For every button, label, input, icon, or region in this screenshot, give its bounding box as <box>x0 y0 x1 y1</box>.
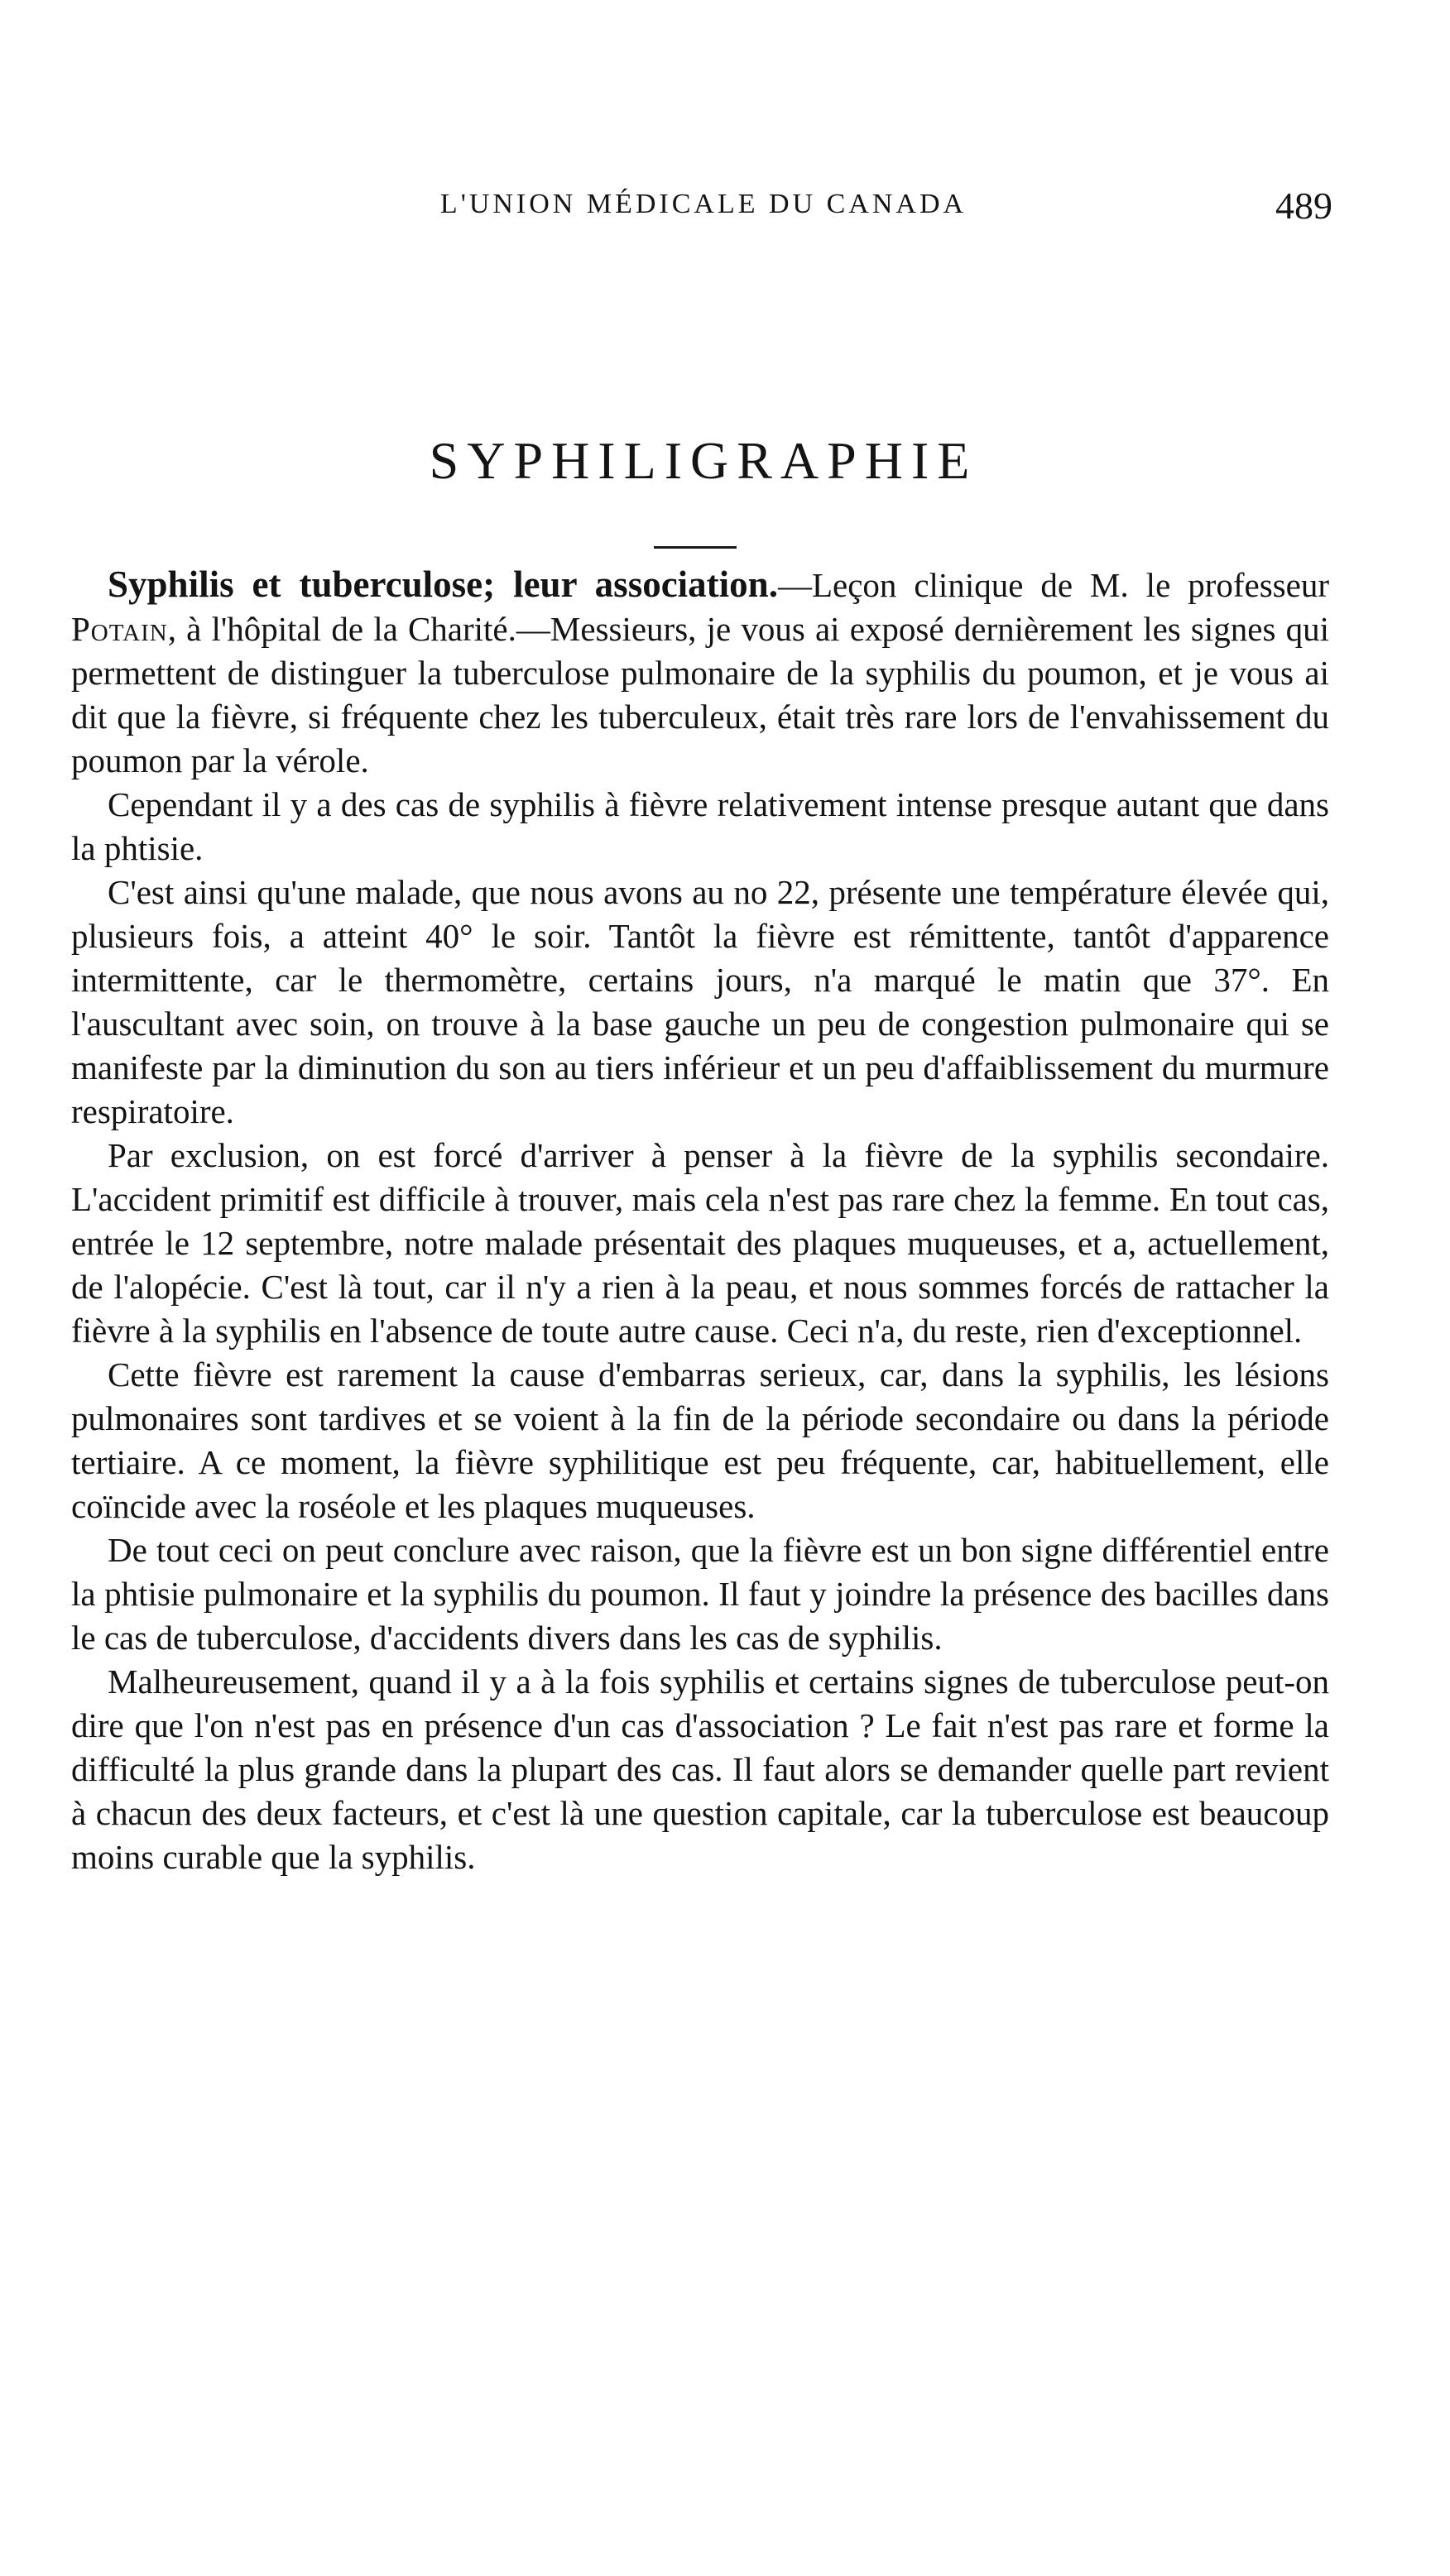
paragraph: C'est ainsi qu'une malade, que nous avons au no 22, présente une température élevée qui, plusieurs fois, a atteint 40° le soir. Tantôt la fièvre est rémittente, tantôt d'apparence intermittente, car le thermomètre, certains jours, n'a marqué le matin que 37°. En l'auscultant avec soin, on trouve à la base gauche un peu de congestion pulmonaire qui se manifeste par la diminution du son au tiers inférieur et un peu d'affaiblissement du murmure respiratoire. <box>71 873 1329 1130</box>
page-number: 489 <box>1275 185 1332 227</box>
paragraph: De tout ceci on peut conclure avec raison, que la fièvre est un bon signe différentiel entre la phtisie pulmonaire et la syphilis du poumon. Il faut y joindre la présence des bacilles dans le cas de tuberculose, d'accidents divers dans les cas de syphilis. <box>71 1531 1329 1657</box>
paragraph: Cette fièvre est rarement la cause d'embarras serieux, car, dans la syphilis, les lésions pulmonaires sont tardives et se voient à la fin de la période secondaire ou dans la période tertiaire. A ce moment, la fièvre syphilitique est peu fréquente, car, habituellement, elle coïncide avec la roséole et les plaques muqueuses. <box>71 1355 1329 1525</box>
section-title: SYPHILIGRAPHIE <box>429 431 978 490</box>
article-body <box>71 563 1329 1879</box>
paragraph: Malheureusement, quand il y a à la fois syphilis et certains signes de tuberculose peut-on dire que l'on n'est pas en présence d'un cas d'association ? Le fait n'est pas rare et forme la difficulté la plus grande dans la plupart des cas. Il faut alors se demander quelle part revient à chacun des deux facteurs, et c'est là une question capitale, car la tuberculose est beaucoup moins curable que la syphilis. <box>71 1662 1329 1876</box>
professor-name: Potain <box>71 610 168 648</box>
paragraph: Par exclusion, on est forcé d'arriver à penser à la fièvre de la syphilis secondaire. L'accident primitif est difficile à trouver, mais cela n'est pas rare chez la femme. En tout cas, entrée le 12 septembre, notre malade présentait des plaques muqueuses, et a, actuellement, de l'alopécie. C'est là tout, car il n'y a rien à la peau, et nous sommes forcés de rattacher la fièvre à la syphilis en l'absence de toute autre cause. Ceci n'a, du reste, rien d'exceptionnel. <box>71 1136 1329 1350</box>
title-divider <box>654 546 737 549</box>
journal-title: L'UNION MÉDICALE DU CANADA <box>439 189 967 219</box>
lead-rest: , à l'hôpital de la Charité.—Messieurs, je vous ai exposé dernièrement les signes qui permettent de distinguer la tuberculose pulmonaire de la syphilis du poumon, et je vous ai dit que la fièvre, si fréquente chez les tuberculeux, était très rare lors de l'envahissement du poumon par la vérole. <box>71 610 1329 780</box>
running-head <box>74 185 1332 238</box>
lead-prefix: —Leçon clinique de M. le professeur <box>777 566 1329 604</box>
article-heading: Syphilis et tuberculose; leur association. <box>108 564 778 605</box>
paragraph: Cependant il y a des cas de syphilis à fièvre relativement intense presque autant que dans la phtisie. <box>71 785 1329 867</box>
article-lead-paragraph <box>71 563 1329 783</box>
